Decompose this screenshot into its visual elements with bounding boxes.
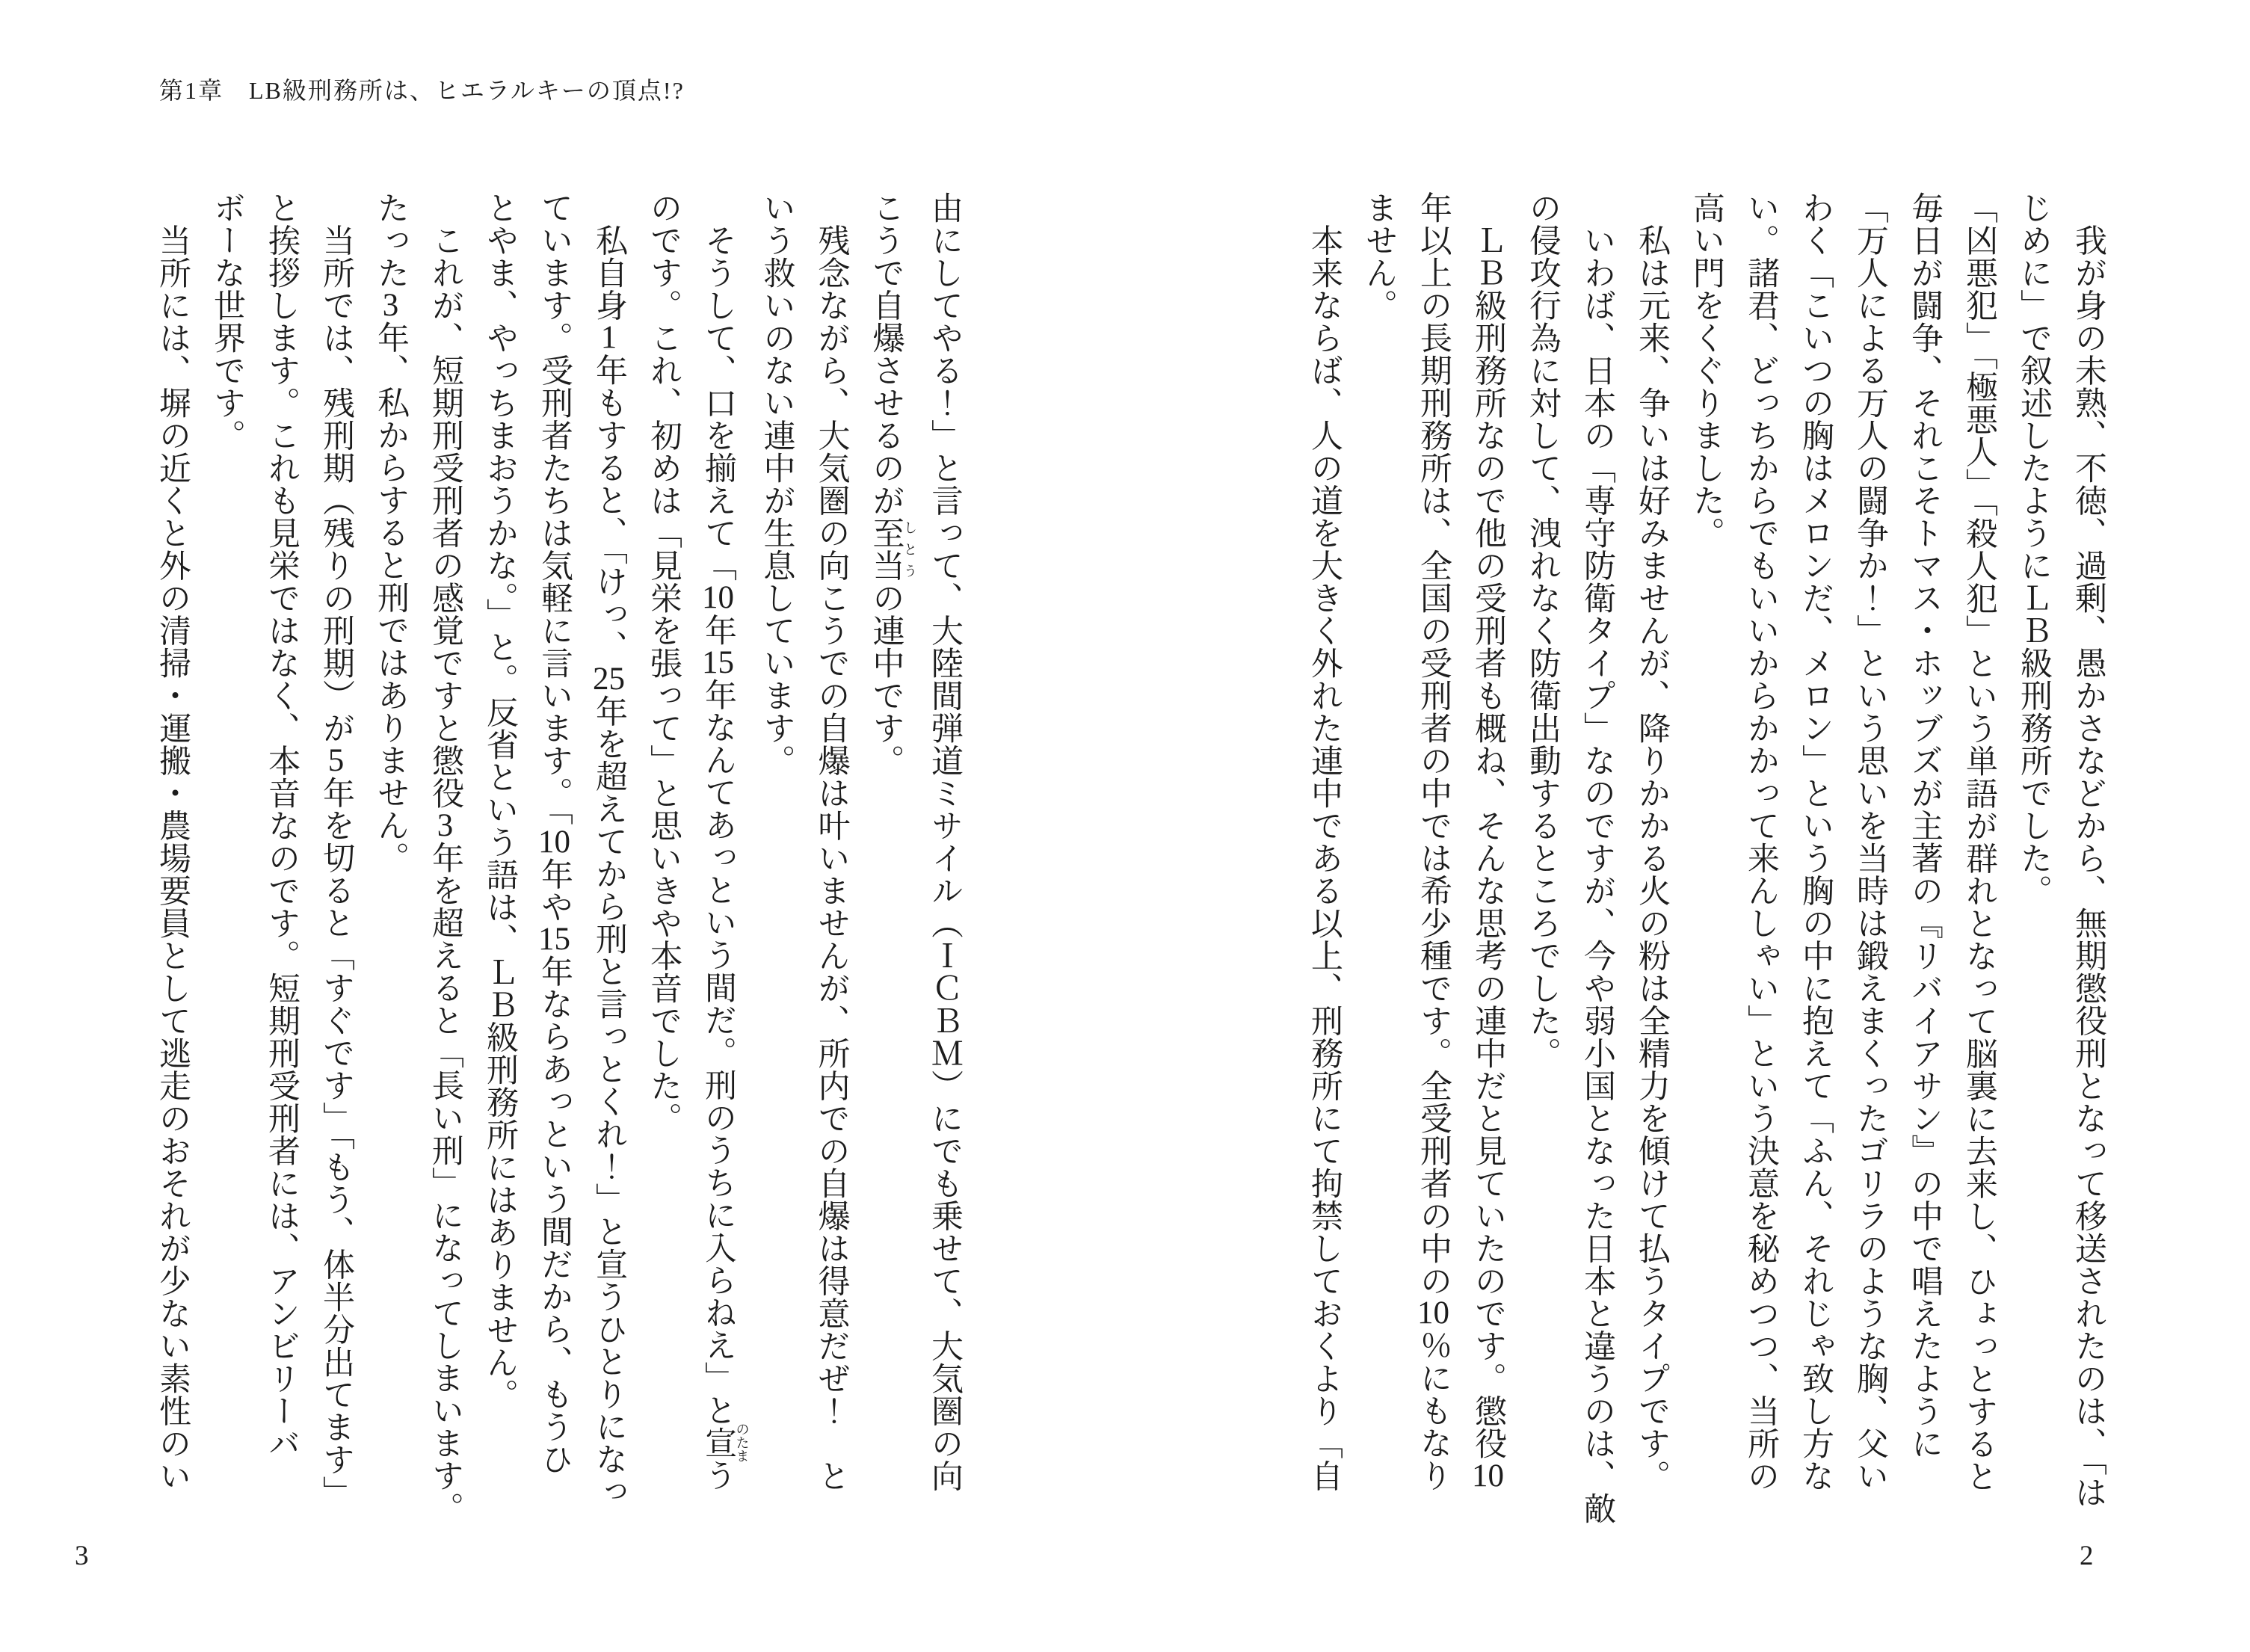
text-column: いわば、日本の「専守防衛タイプ」なのですが、今や弱小国となった日本と違うのは、敵 (1579, 191, 1615, 1525)
text-column: 由にしてやる！」と言って、大陸間弾道ミサイル（ＩＣＢＭ）にでも乗せて、大気圏の向 (927, 191, 962, 1492)
text-column: 「凶悪犯」「極悪人」「殺人犯」という単語が群れとなって脳裏に去来し、ひょっとすると (1961, 191, 1997, 1493)
page-number-left: 3 (75, 1541, 89, 1571)
text-column: 当所には、塀の近くと外の清掃・運搬・農場要員として逃走のおそれが少ない素性のい (155, 191, 190, 1492)
text-column: 残念ながら、大気圏の向こうでの自爆は叶いませんが、所内での自爆は得意だぜ！ と (813, 191, 849, 1492)
text-column: いう救いのない連中が生息しています。 (759, 191, 795, 777)
text-column: こうで自爆させるのが至当しとうの連中です。 (868, 191, 917, 777)
text-column: これが、短期刑受刑者の感覚ですと懲役3年を超えると「長い刑」になってしまいます。 (428, 191, 463, 1524)
page-left-text (145, 191, 972, 1541)
text-column: ボーな世界です。 (209, 191, 244, 451)
text-column: い。諸君、どっちからでもいいからかかって来んしゃい」という決意を秘めつつ、当所の (1743, 191, 1778, 1492)
text-column: とやま、やっちまおうかな。」と。反省という語は、ＬＢ級刑務所にはありません。 (482, 191, 517, 1411)
text-column: 年以上の長期刑務所は、全国の受刑者の中では希少種です。全受刑者の中の10％にもなり (1416, 191, 1451, 1492)
text-column: 私は元来、争いは好みませんが、降りかかる火の粉は全精力を傾けて払うタイプです。 (1634, 191, 1669, 1492)
text-column: そうして、口を揃えて「10年15年なんてあっという間だ。刑のうちに入らねえ」と宣のたまう (700, 191, 750, 1491)
text-column: たった3年、私からすると刑ではありません。 (373, 191, 408, 874)
page-number-right: 2 (2080, 1541, 2094, 1571)
text-column: 高い門をくぐりました。 (1689, 191, 1724, 549)
text-column: ています。受刑者たちは気軽に言います。「10年や15年ならあっという間だから、もうひ (537, 191, 572, 1476)
page-right-text (1297, 191, 2115, 1541)
text-column: 「万人による万人の闘争か！」という思いを当時は鍛えまくったゴリラのような胸、父い (1852, 191, 1887, 1492)
text-column: の侵攻行為に対して、洩れなく防衛出動するところでした。 (1525, 191, 1560, 1070)
chapter-header: 第1章 LB級刑務所は、ヒエラルキーの頂点!? (159, 77, 685, 104)
text-column: のです。これ、初めは「見栄を張って」と思いきや本音でした。 (646, 191, 681, 1135)
text-column: 毎日が闘争、それこそトマス・ホッブズが主著の『リバイアサン』の中で唱えたように (1907, 191, 1942, 1460)
text-column: と挨拶します。これも見栄ではなく、本音なのです。短期刑受刑者には、アンビリーバ (264, 191, 299, 1460)
text-column: ＬＢ級刑務所なので他の受刑者も概ね、そんな思考の連中だと見ていたのです。懲役10 (1470, 191, 1505, 1492)
text-column: 我が身の未熟、不徳、過剰、愚かさなどから、無期懲役刑となって移送されたのは、「は (2071, 191, 2106, 1508)
text-column: 私自身1年もすると、「けっ、25年を超えてから刑と言っとくれ！」と宣うひとりになっ (591, 191, 626, 1508)
text-column: じめに」で叙述したようにＬＢ級刑務所でした。 (2016, 191, 2051, 907)
text-column: ません。 (1361, 191, 1396, 321)
text-column: 当所では、残刑期（残りの刑期）が5年を切ると「すぐです」「もう、体半分出てます」 (318, 191, 354, 1508)
text-column: 本来ならば、人の道を大きく外れた連中である以上、刑務所にて拘禁しておくより「自 (1307, 191, 1342, 1492)
text-column: わく「こいつの胸はメロンだ、メロン」という胸の中に抱えて「ふん、それじゃ致し方な (1798, 191, 1833, 1492)
